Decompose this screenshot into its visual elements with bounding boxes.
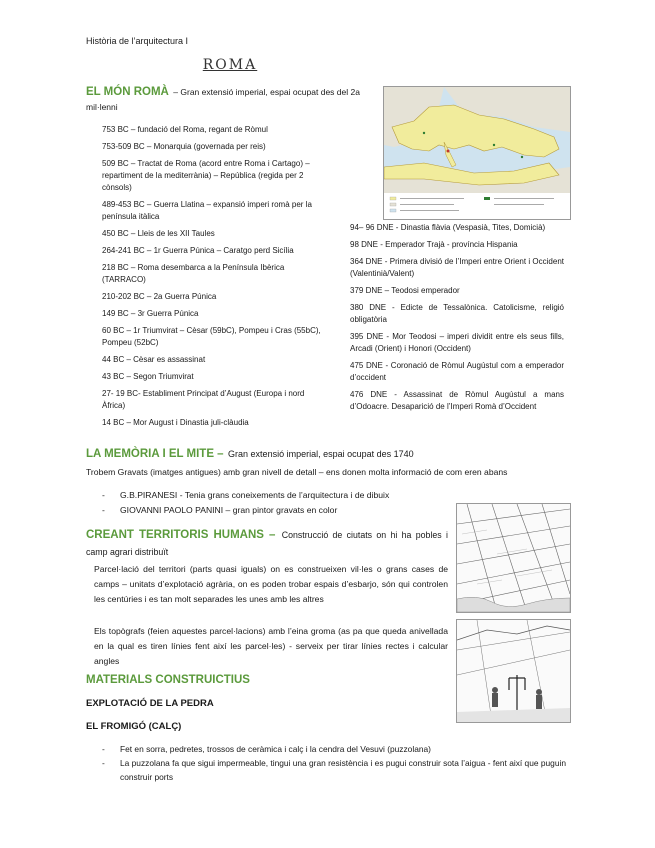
timeline-item: 509 BC – Tractat de Roma (acord entre Roma i Cartago) – repartiment de la mediterrània) – República (regida per 2 cònsols) <box>102 159 310 192</box>
grid-landscape-drawing <box>457 504 570 612</box>
list-item: - Fet en sorra, pedretes, trossos de ceràmica i calç i la cendra del Vesuvi (puzzolana) <box>86 742 572 756</box>
timeline-item: 44 BC – Cèsar es assassinat <box>102 355 206 364</box>
roman-world-heading-block <box>86 84 378 114</box>
centuriation-engraving <box>456 503 571 613</box>
roman-world-heading: EL MÓN ROMÀ <box>86 86 169 98</box>
timeline-right <box>350 222 564 418</box>
list-item: - La puzzolana fa que sigui impermeable, tingui una gran resistència i es pugui construir sota l’aigua - fent així que puguin construir ports <box>86 756 572 784</box>
timeline-item: 264-241 BC – 1r Guerra Púnica – Caratgo perd Sicília <box>102 246 294 255</box>
memory-intro: Trobem Gravats (imatges antigues) amb gran nivell de detall – ens donen molta informació de com eren abans <box>86 467 508 477</box>
concrete-heading: EL FROMIGÓ (CALÇ) <box>86 721 182 732</box>
timeline-item: 210-202 BC – 2a Guerra Púnica <box>102 292 217 301</box>
timeline-item: 14 BC – Mor August i Dinastia juli-clàudia <box>102 418 249 427</box>
timeline-item: 475 DNE - Coronació de Ròmul Augústul com a emperador d’occident <box>350 361 564 382</box>
timeline-item: 364 DNE - Primera divisió de l’Imperi entre Orient i Occident (Valentinià/Valent) <box>350 257 564 278</box>
timeline-item: 94– 96 DNE - Dinastia flàvia (Vespasià, Tites, Domicià) <box>350 223 546 232</box>
roman-world-subtitle: – Gran extensió imperial, espai ocupat des del 2a mil·lenni <box>86 87 360 112</box>
list-item: - GIOVANNI PAOLO PANINI – gran pintor gravats en color <box>86 503 456 518</box>
roman-empire-map <box>383 86 571 220</box>
timeline-item: 753-509 BC – Monarquia (governada per reis) <box>102 142 266 151</box>
groma-engraving <box>456 619 571 723</box>
list-item: - G.B.PIRANESI - Tenia grans coneixements de l’arquitectura i de dibuix <box>86 488 456 503</box>
memory-subtitle: Gran extensió imperial, espai ocupat des 1740 <box>228 449 414 459</box>
territories-heading: CREANT TERRITORIS HUMANS – <box>86 529 276 541</box>
timeline-left <box>102 124 327 434</box>
timeline-item: 450 BC – Lleis de les XII Taules <box>102 229 215 238</box>
territories-paragraph-2: Els topògrafs (feien aquestes parcel·lacions) amb l’eina groma (as pa que queda anivellada en la qual es tiren línies fent així les parcel·les) - serveix per tirar línies rectes i calcular angles <box>94 626 448 666</box>
timeline-item: 476 DNE - Assassinat de Ròmul Augústul a mans d’Odoacre. Desaparició de l’Imperi Romà d’Occident <box>350 390 564 411</box>
territories-paragraph-1: Parcel·lació del territori (parts quasi iguals) on es construeixen vil·les o grans cases de camps – unitats d’explotació agrària, on es poden trobar espais d’esbarjo, són qui controlen les centúries i es tan molt separades les unes amb les altres <box>94 564 448 604</box>
timeline-item: 218 BC – Roma desembarca a la Península Ibèrica (TARRACO) <box>102 263 285 284</box>
timeline-item: 149 BC – 3r Guerra Púnica <box>102 309 199 318</box>
stone-heading: EXPLOTACIÓ DE LA PEDRA <box>86 698 214 709</box>
territories-heading-block <box>86 526 448 560</box>
memory-heading: LA MEMÒRIA I EL MITE – <box>86 448 224 460</box>
timeline-item: 43 BC – Segon Triumvirat <box>102 372 194 381</box>
territories-subtitle: Construcció de ciutats on hi ha pobles i camp agrari distribuït <box>86 530 448 557</box>
materials-heading: MATERIALS CONSTRUICTIUS <box>86 674 250 686</box>
timeline-item: 379 DNE – Teodosi emperador <box>350 286 460 295</box>
groma-drawing <box>457 620 570 722</box>
timeline-item: 753 BC – fundació del Roma, regant de Ròmul <box>102 125 268 134</box>
timeline-item: 27- 19 BC- Establiment Principat d’August (Europa i nord Àfrica) <box>102 389 305 410</box>
timeline-item: 380 DNE - Edicte de Tessalònica. Catolicisme, religió obligatòria <box>350 303 564 324</box>
memory-heading-block <box>86 444 566 462</box>
memory-bullets <box>86 488 456 518</box>
timeline-item: 395 DNE - Mor Teodosi – imperi dividit entre els seus fills, Arcadi (Orient) i Honori (Occident) <box>350 332 564 353</box>
timeline-item: 489-453 BC – Guerra Llatina – expansió imperi romà per la península itàlica <box>102 200 312 221</box>
map-illustration <box>384 87 570 219</box>
page-title: ROMA <box>202 57 258 73</box>
course-title: Història de l’arquitectura I <box>86 36 189 46</box>
timeline-item: 60 BC – 1r Triumvirat – Cèsar (59bC), Pompeu i Cras (55bC), Pompeu (52bC) <box>102 326 321 347</box>
timeline-item: 98 DNE - Emperador Trajà - província Hispania <box>350 240 518 249</box>
materials-bullets <box>86 742 572 784</box>
